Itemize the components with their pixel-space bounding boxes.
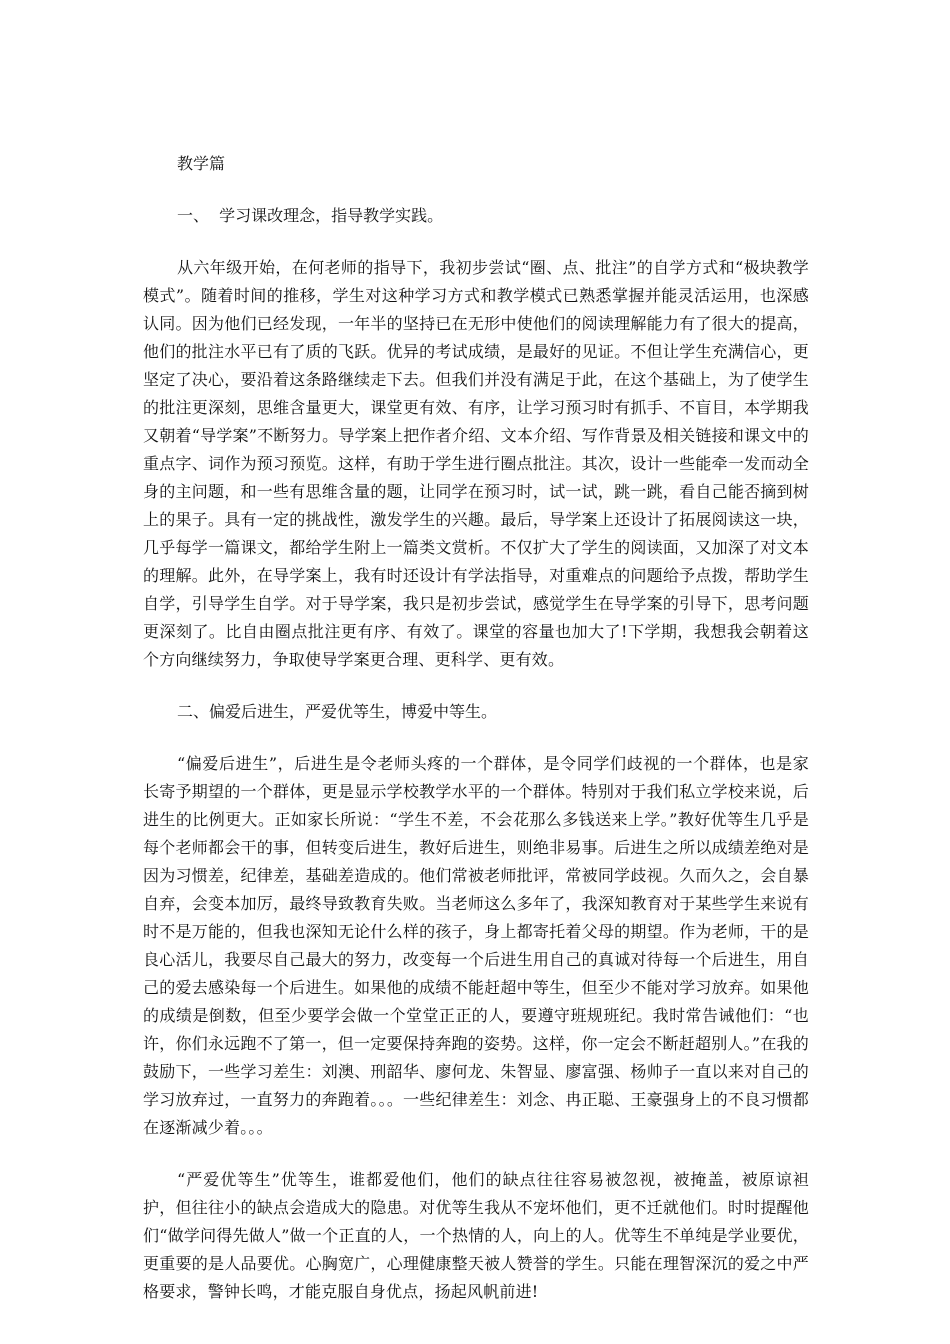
section-2-paragraph-2: “严爱优等生”优等生，谁都爱他们，他们的缺点往往容易被忽视，被掩盖，被原谅袒护，但往往小的缺点会造成大的隐患。对优等生我从不宠坏他们，更不迁就他们。时时提醒他们“做学问得先做人”做一个正直的人，一个热情的人，向上的人。优等生不单纯是学业要优，更重要的是人品要优。心胸宽广，心理健康整天被人赞誉的学生。只能在理智深沉的爱之中严格要求，警钟长鸣，才能克服自身优点，扬起风帆前进!: [143, 1170, 809, 1301]
section-1-paragraph: 从六年级开始，在何老师的指导下，我初步尝试“圈、点、批注”的自学方式和“极块教学模式”。随着时间的推移，学生对这种学习方式和教学模式已熟悉掌握并能灵活运用，也深感认同。因为他们已经发现，一年半的坚持已在无形中使他们的阅读理解能力有了很大的提高，他们的批注水平已有了质的飞跃。优异的考试成绩，是最好的见证。不但让学生充满信心，更坚定了决心，要沿着这条路继续走下去。但我们并没有满足于此，在这个基础上，为了使学生的批注更深刻，思维含量更大，课堂更有效、有序，让学习预习时有抓手、不盲目，本学期我又朝着“导学案”不断努力。导学案上把作者介绍、文本介绍、写作背景及相关链接和课文中的重点字、词作为预习预览。这样，有助于学生进行圈点批注。其次，设计一些能牵一发而动全身的主问题，和一些有思维含量的题，让同学在预习时，试一试，跳一跳，看自己能否摘到树上的果子。具有一定的挑战性，激发学生的兴趣。最后，导学案上还设计了拓展阅读这一块，几乎每学一篇课文，都给学生附上一篇类文赏析。不仅扩大了学生的阅读面，又加深了对文本的理解。此外，在导学案上，我有时还设计有学法指导，对重难点的问题给予点拨，帮助学生自学，引导学生自学。对于导学案，我只是初步尝试，感觉学生在导学案的引导下，思考问题更深刻了。比自由圈点批注更有序、有效了。课堂的容量也加大了!下学期，我想我会朝着这个方向继续努力，争取使导学案更合理、更科学、更有效。: [143, 258, 809, 669]
section-1-heading: 一、 学习课改理念，指导教学实践。: [177, 206, 444, 225]
section-2-paragraph-1: “偏爱后进生”，后进生是令老师头疼的一个群体，是令同学们歧视的一个群体，也是家长寄予期望的一个群体，更是显示学校教学水平的一个群体。特别对于我们私立学校来说，后进生的比例更大。正如家长所说：“学生不差，不会花那么多钱送来上学。”教好优等生几乎是每个老师都会干的事，但转变后进生，教好后进生，则绝非易事。后进生之所以成绩差绝对是因为习惯差，纪律差，基础差造成的。他们常被老师批评，常被同学歧视。久而久之，会自暴自弃，会变本加厉，最终导致教育失败。当老师这么多年了，我深知教育对于某些学生来说有时不是万能的，但我也深知无论什么样的孩子，身上都寄托着父母的期望。作为老师，干的是良心活儿，我要尽自己最大的努力，改变每一个后进生用自己的真诚对待每一个后进生，用自己的爱去感染每一个后进生。如果他的成绩不能赶超中等生，但至少不能对学习放弃。如果他的成绩是倒数，但至少要学会做一个堂堂正正的人，要遵守班规班纪。我时常告诫他们：“也许，你们永远跑不了第一，但一定要保持奔跑的姿势。这样，你一定会不断赶超别人。”在我的鼓励下，一些学习差生：刘澳、刑韶华、廖何龙、朱智显、廖富强、杨帅子一直以来对自己的学习放弃过，一直努力的奔跑着。。。一些纪律差生：刘念、冉正聪、王豪强身上的不良习惯都在逐渐减少着。。。: [143, 754, 809, 1137]
section-2-heading: 二、偏爱后进生，严爱优等生，博爱中等生。: [177, 702, 498, 721]
document-body: [143, 150, 809, 1330]
document-title: 教学篇: [177, 154, 226, 173]
